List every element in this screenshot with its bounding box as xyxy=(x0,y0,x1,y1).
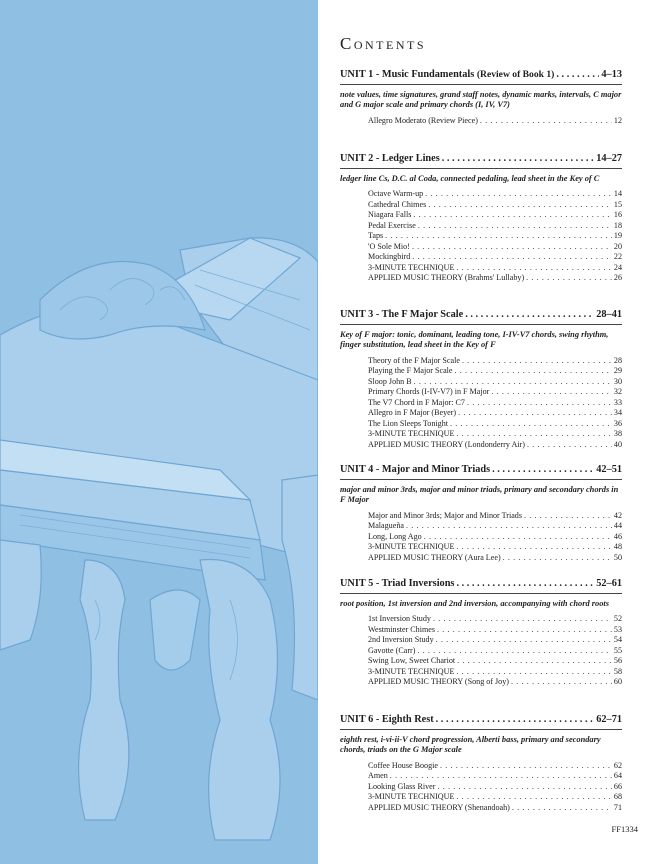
unit-5 xyxy=(340,577,622,688)
unit-pages: 4–13 xyxy=(601,69,622,80)
toc-entry[interactable]: APPLIED MUSIC THEORY (Londonderry Air) . . . 40 xyxy=(368,440,622,451)
page-title-text: Contents xyxy=(340,34,427,53)
divider xyxy=(340,479,622,480)
unit-description: root position, 1st inversion and 2nd inversion, accompanying with chord roots xyxy=(340,599,609,608)
toc-entry[interactable]: Malagueña . . . 44 xyxy=(368,521,622,532)
unit-1 xyxy=(340,68,622,126)
unit-heading[interactable] xyxy=(340,68,622,81)
unit-description: ledger line Cs, D.C. al Coda, connected pedaling, lead sheet in the Key of C xyxy=(340,174,600,183)
unit-title: UNIT 3 - The F Major Scale xyxy=(340,309,464,320)
toc-entry[interactable]: 3-MINUTE TECHNIQUE . . . 68 xyxy=(368,792,622,803)
unit-title: UNIT 4 - Major and Minor Triads xyxy=(340,464,491,475)
unit-heading[interactable] xyxy=(340,577,622,590)
unit-description: note values, time signatures, grand staff notes, dynamic marks, intervals, C major and G major scale and primary chords (I, IV, V7) xyxy=(340,90,622,110)
unit-3 xyxy=(340,308,622,450)
divider xyxy=(340,593,622,594)
toc-entry[interactable]: Major and Minor 3rds; Major and Minor Triads . . . 42 xyxy=(368,511,622,522)
toc-entry[interactable]: Niagara Falls . . . 16 xyxy=(368,210,622,221)
entry-list xyxy=(340,761,622,814)
toc-entry[interactable]: The Lion Sleeps Tonight . . . 36 xyxy=(368,419,622,430)
entry-list xyxy=(340,189,622,284)
divider xyxy=(340,729,622,730)
toc-entry[interactable]: Amen . . . 64 xyxy=(368,771,622,782)
toc-entry[interactable]: Taps . . . 19 xyxy=(368,231,622,242)
unit-pages: 28–41 xyxy=(596,309,622,320)
entry-list xyxy=(340,614,622,688)
toc-entry[interactable]: APPLIED MUSIC THEORY (Brahms' Lullaby) . . . 26 xyxy=(368,273,622,284)
toc-entry[interactable]: Pedal Exercise . . . 18 xyxy=(368,221,622,232)
unit-heading[interactable] xyxy=(340,152,622,165)
toc-entry[interactable]: Swing Low, Sweet Chariot . . . 56 xyxy=(368,656,622,667)
toc-entry[interactable]: 3-MINUTE TECHNIQUE . . . 24 xyxy=(368,263,622,274)
unit-pages: 62–71 xyxy=(596,714,622,725)
grand-piano-illustration xyxy=(0,0,318,864)
unit-pages: 42–51 xyxy=(596,464,622,475)
toc-entry[interactable]: Long, Long Ago . . . 46 xyxy=(368,532,622,543)
divider xyxy=(340,84,622,85)
unit-subtitle: (Review of Book 1) xyxy=(476,69,555,80)
toc-entry[interactable]: Theory of the F Major Scale . . . 28 xyxy=(368,356,622,367)
toc-entry[interactable]: 2nd Inversion Study . . . 54 xyxy=(368,635,622,646)
toc-entry[interactable]: APPLIED MUSIC THEORY (Aura Lee) . . . 50 xyxy=(368,553,622,564)
catalog-code: FF1334 xyxy=(611,824,638,834)
unit-6 xyxy=(340,713,622,813)
entry-list xyxy=(340,511,622,564)
unit-pages: 52–61 xyxy=(596,578,622,589)
piano-illustration-panel xyxy=(0,0,318,864)
toc-entry[interactable]: 1st Inversion Study . . . 52 xyxy=(368,614,622,625)
unit-4 xyxy=(340,463,622,563)
toc-entry[interactable]: Allegro Moderato (Review Piece) . . . 12 xyxy=(368,116,622,127)
toc-entry[interactable]: Cathedral Chimes . . . 15 xyxy=(368,200,622,211)
unit-heading[interactable] xyxy=(340,713,622,726)
toc-entry[interactable]: 'O Sole Mio! . . . 20 xyxy=(368,242,622,253)
toc-entry[interactable]: APPLIED MUSIC THEORY (Shenandoah) . . . 71 xyxy=(368,803,622,814)
divider xyxy=(340,324,622,325)
unit-heading[interactable] xyxy=(340,463,622,476)
toc-entry[interactable]: 3-MINUTE TECHNIQUE . . . 48 xyxy=(368,542,622,553)
toc-entry[interactable]: Gavotte (Carr) . . . 55 xyxy=(368,646,622,657)
unit-2 xyxy=(340,152,622,284)
entry-list xyxy=(340,116,622,127)
page-title xyxy=(340,34,426,54)
toc-entry[interactable]: Looking Glass River . . . 66 xyxy=(368,782,622,793)
toc-entry[interactable]: Octave Warm-up . . . 14 xyxy=(368,189,622,200)
toc-entry[interactable]: 3-MINUTE TECHNIQUE . . . 58 xyxy=(368,667,622,678)
toc-entry[interactable]: 3-MINUTE TECHNIQUE . . . 38 xyxy=(368,429,622,440)
toc-entry[interactable]: Playing the F Major Scale . . . 29 xyxy=(368,366,622,377)
unit-title: UNIT 6 - Eighth Rest xyxy=(340,714,434,725)
unit-pages: 14–27 xyxy=(596,153,622,164)
toc-entry[interactable]: Sloop John B . . . 30 xyxy=(368,377,622,388)
toc-entry[interactable]: Mockingbird . . . 22 xyxy=(368,252,622,263)
unit-heading[interactable] xyxy=(340,308,622,321)
unit-title: UNIT 1 - Music Fundamentals xyxy=(340,69,475,80)
toc-entry[interactable]: Allegro in F Major (Beyer) . . . 34 xyxy=(368,408,622,419)
unit-description: major and minor 3rds, major and minor triads, primary and secondary chords in F Major xyxy=(340,485,619,505)
toc-entry[interactable]: Westminster Chimes . . . 53 xyxy=(368,625,622,636)
unit-title: UNIT 5 - Triad Inversions xyxy=(340,578,455,589)
toc-entry[interactable]: Primary Chords (I-IV-V7) in F Major . . . 32 xyxy=(368,387,622,398)
unit-title: UNIT 2 - Ledger Lines xyxy=(340,153,440,164)
unit-description: eighth rest, i-vi-ii-V chord progression, Alberti bass, primary and secondary chords, triads on the G Major scale xyxy=(340,735,601,755)
toc-entry[interactable]: The V7 Chord in F Major: C7 . . . 33 xyxy=(368,398,622,409)
entry-list xyxy=(340,356,622,451)
toc-entry[interactable]: Coffee House Boogie . . . 62 xyxy=(368,761,622,772)
divider xyxy=(340,168,622,169)
unit-description: Key of F major: tonic, dominant, leading tone, I-IV-V7 chords, swing rhythm, finger substitution, lead sheet in the Key of F xyxy=(340,330,609,350)
contents-column xyxy=(318,0,652,864)
toc-entry[interactable]: APPLIED MUSIC THEORY (Song of Joy) . . . 60 xyxy=(368,677,622,688)
